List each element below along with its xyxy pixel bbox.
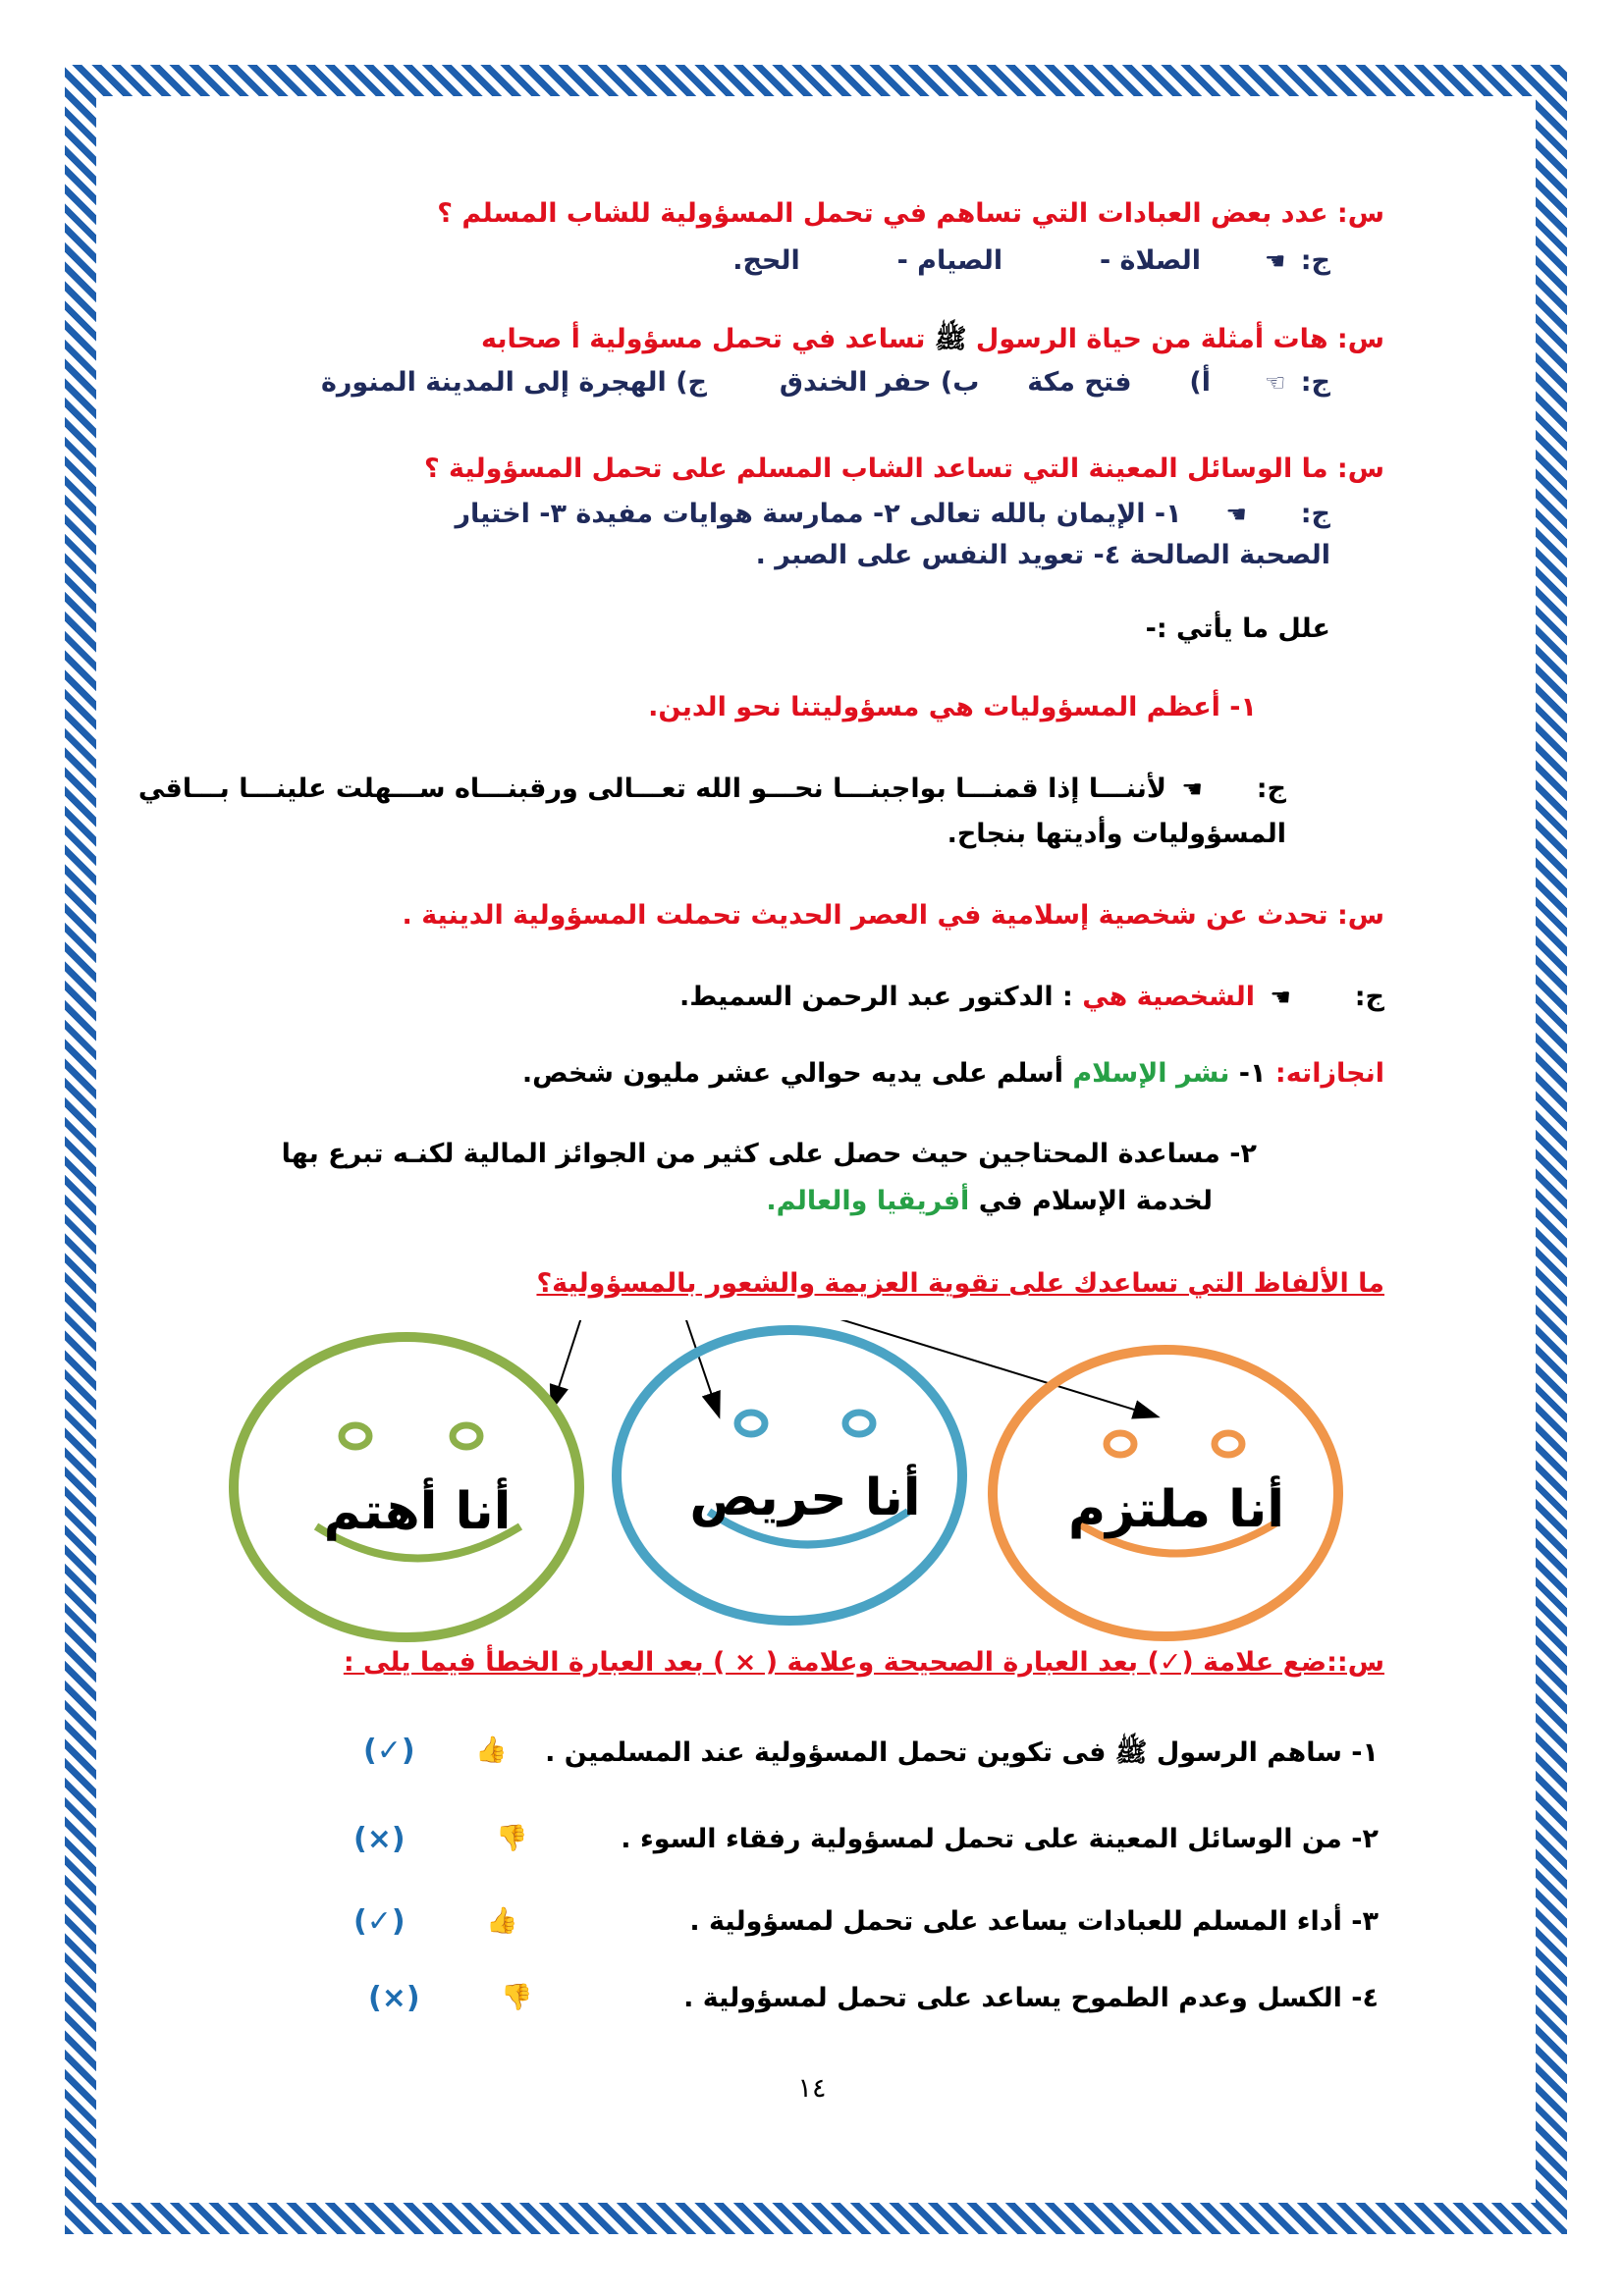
face-committed bbox=[993, 1350, 1338, 1636]
pointing-hand-icon: ☚ bbox=[1270, 984, 1291, 1011]
truefalse-question: س::ضع علامة (✓) بعد العبارة الصحيحة وعلامة ( × ) بعد العبارة الخطأ فيما يلى : bbox=[343, 1647, 1384, 1678]
q3-question: س: ما الوسائل المعينة التي تساعد الشاب المسلم على تحمل المسؤولية ؟ bbox=[424, 454, 1384, 484]
thumbs-down-icon: 👎 bbox=[496, 1824, 528, 1853]
faces-diagram bbox=[226, 1320, 1404, 1644]
answer-mark-4: (×) bbox=[368, 1981, 420, 2015]
arrow-to-face-3 bbox=[805, 1320, 1157, 1416]
pointing-hand-icon: ☜ bbox=[1264, 369, 1286, 397]
achievements-item2-line1: ٢- مساعدة المحتاجين حيث حصل على كثير من الجوائز المالية لكنـه تبرع بها bbox=[281, 1139, 1257, 1169]
q1-question: س: عدد بعض العبادات التي تساهم في تحمل المسؤولية للشاب المسلم ؟ bbox=[437, 198, 1384, 229]
achievement2-text: لخدمة الإسلام في bbox=[978, 1186, 1213, 1216]
truefalse-item-text: ٢- من الوسائل المعينة على تحمل لمسؤولية رفقاء السوء . bbox=[621, 1824, 1379, 1854]
saw-symbol: ﷺ bbox=[934, 324, 967, 354]
q2-option-a: فتح مكة bbox=[1027, 367, 1132, 398]
q4-answer-highlight: الشخصية هي bbox=[1082, 982, 1255, 1012]
achievements-item1 bbox=[522, 1058, 1384, 1089]
achievement-text: أسلم على يديه حوالي عشر مليون شخص. bbox=[521, 1058, 1063, 1089]
achievement-number: ١- bbox=[1238, 1058, 1267, 1089]
achievement-highlight: نشر الإسلام bbox=[1072, 1058, 1230, 1089]
q4-question: س: تحدث عن شخصية إسلامية في العصر الحديث تحملت المسؤولية الدينية . bbox=[402, 900, 1384, 931]
arrow-to-face-1 bbox=[552, 1320, 584, 1409]
face-label-2: أنا حريص bbox=[689, 1468, 921, 1527]
q1-item-fasting: الصيام - bbox=[896, 245, 1003, 276]
answer-mark-2: (×) bbox=[353, 1822, 406, 1856]
answer-mark-1 bbox=[363, 1734, 1624, 1768]
q4-answer-name: : الدكتور عبد الرحمن السميط. bbox=[678, 982, 1073, 1012]
face-caring bbox=[234, 1337, 579, 1637]
q2-answer bbox=[321, 367, 1330, 398]
thumbs-down-icon: 👎 bbox=[501, 1983, 533, 2012]
thumbs-up-icon: 👍 bbox=[475, 1735, 508, 1765]
thumbs-up-icon: 👍 bbox=[486, 1906, 518, 1936]
q3-answer-line2: الصحبة الصالحة ٤- تعويد النفس على الصبر . bbox=[755, 540, 1330, 570]
explain-item: ١- أعظم المسؤوليات هي مسؤوليتنا نحو الدين. bbox=[648, 692, 1257, 722]
truefalse-item-text: ٤- الكسل وعدم الطموح يساعد على تحمل لمسؤولية . bbox=[683, 1983, 1379, 2013]
explain-answer-line2: المسؤوليات وأديتها بنجاح. bbox=[947, 819, 1286, 849]
achievements-label: انجازاته: bbox=[1274, 1058, 1384, 1089]
face-label-1: أنا أهتم bbox=[323, 1482, 512, 1541]
check-mark: (✓) bbox=[363, 1734, 415, 1768]
answer-mark-3: (✓) bbox=[353, 1904, 406, 1939]
explain-answer-line1 bbox=[138, 774, 1286, 804]
arrow-to-face-2 bbox=[682, 1320, 719, 1415]
q2-question-part-b: تساعد في تحمل مسؤولية أ صحابه bbox=[480, 324, 926, 354]
q1-answer bbox=[732, 245, 1330, 276]
q2-option-b: ب) حفر الخندق bbox=[779, 367, 980, 398]
answer-prefix: ج: bbox=[1300, 245, 1330, 276]
q3-answer-line1 bbox=[455, 499, 1330, 529]
page-number: ١٤ bbox=[797, 2073, 827, 2104]
q2-label-a: أ) bbox=[1189, 367, 1211, 398]
pointing-hand-icon: ☚ bbox=[1225, 501, 1247, 528]
explain-answer-text: لأننـــا إذا قمنـــا بواجبنـــا نحـــو الله تعـــالى ورقبنـــاه ســـهلت علينـــا بـــاقي bbox=[137, 774, 1166, 804]
achievements-item2-line2 bbox=[766, 1186, 1213, 1216]
q1-item-prayer: الصلاة - bbox=[1099, 245, 1201, 276]
q1-item-hajj: الحج. bbox=[732, 245, 800, 276]
pointing-hand-icon: ☚ bbox=[1264, 247, 1286, 275]
q3-means-list: ١- الإيمان بالله تعالى ٢- ممارسة هوايات مفيدة ٣- اختيار bbox=[455, 499, 1182, 529]
answer-prefix: ج: bbox=[1256, 774, 1286, 804]
q4-answer bbox=[679, 982, 1384, 1012]
face-keen bbox=[617, 1330, 962, 1621]
explain-heading: علل ما يأتي :- bbox=[1145, 614, 1330, 644]
achievement2-highlight: أفريقيا والعالم. bbox=[766, 1186, 970, 1216]
words-question: ما الألفاظ التي تساعدك على تقوية العزيمة والشعور بالمسؤولية؟ bbox=[536, 1268, 1384, 1299]
face-label-3: أنا ملتزم bbox=[1067, 1480, 1285, 1539]
q2-option-c: ج) الهجرة إلى المدينة المنورة bbox=[320, 367, 708, 398]
answer-prefix: ج: bbox=[1354, 982, 1384, 1012]
answer-prefix: ج: bbox=[1300, 367, 1330, 398]
q2-question-part-a: س: هات أمثلة من حياة الرسول bbox=[975, 324, 1384, 354]
q2-question bbox=[481, 322, 1384, 361]
answer-prefix: ج: bbox=[1300, 499, 1330, 529]
pointing-hand-icon: ☚ bbox=[1181, 775, 1203, 803]
truefalse-item-text: ١- ساهم الرسول ﷺ فى تكوين تحمل المسؤولية عند المسلمين . bbox=[545, 1737, 1379, 1768]
truefalse-item-text: ٣- أداء المسلم للعبادات يساعد على تحمل لمسؤولية . bbox=[689, 1906, 1379, 1937]
